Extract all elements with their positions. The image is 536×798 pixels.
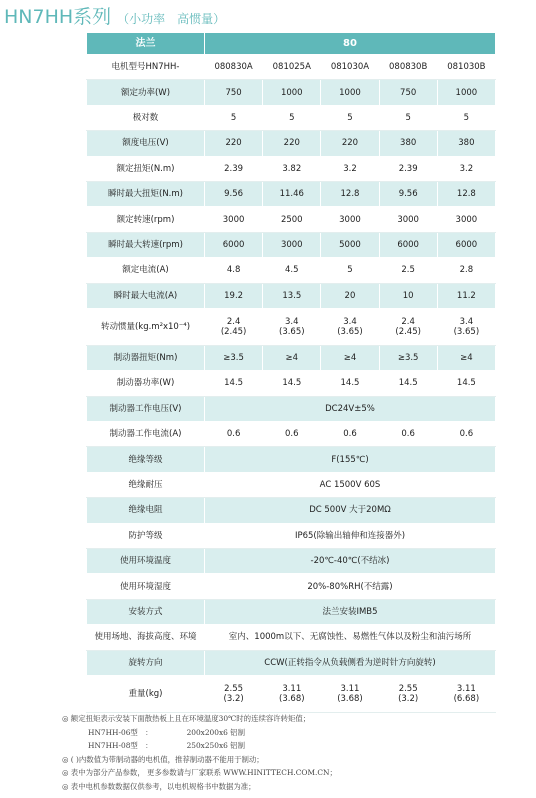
series-subtitle: （小功率 高惯量） (117, 12, 226, 26)
row-cell (321, 283, 379, 308)
row-label: 制动器工作电压(V) (87, 396, 205, 421)
row-merged-value: CCW(正转指令从负载侧看为逆时针方向旋转) (205, 650, 496, 675)
cell-value: 380 (458, 138, 475, 149)
row-cell (263, 156, 321, 181)
table-row (87, 422, 496, 447)
cell-value: 11.46 (279, 189, 304, 200)
row-cell (263, 207, 321, 232)
note-2: ◎ ( )内数值为带制动器的电机值，推荐制动器不能用于制动； (62, 754, 264, 764)
row-cell (321, 258, 379, 283)
header-value: 80 (205, 33, 496, 55)
cell-value: 14.5 (456, 378, 476, 389)
row-cell (205, 675, 263, 712)
cell-value: 3.11 (282, 683, 302, 694)
row-cell (437, 207, 495, 232)
row-cell (205, 345, 263, 370)
row-cell (379, 675, 437, 712)
footnotes (62, 712, 532, 793)
cell-value: 0.6 (459, 429, 474, 440)
row-cell (263, 80, 321, 105)
cell-value: 14.5 (282, 378, 302, 389)
row-cell (437, 283, 495, 308)
cell-value: 0.6 (401, 429, 415, 440)
row-label: 旋转方向 (87, 650, 205, 675)
cell-brake-value: (3.65) (453, 326, 480, 337)
row-cell (321, 308, 379, 345)
cell-value: 6000 (397, 239, 419, 250)
table-row (87, 308, 496, 345)
cell-value: 2.55 (224, 683, 244, 694)
row-cell (321, 105, 379, 130)
cell-value: 080830A (214, 62, 253, 73)
cell-value: 1000 (339, 87, 361, 98)
table-row (87, 549, 496, 574)
row-label: 电机型号HN7HH- (87, 55, 205, 80)
row-cell (379, 345, 437, 370)
table-row (87, 105, 496, 130)
cell-value: 5000 (339, 239, 361, 250)
cell-value: 3000 (280, 239, 303, 250)
row-label: 使用环境湿度 (87, 574, 205, 599)
row-cell (321, 131, 379, 156)
cell-value: 5 (347, 265, 353, 276)
note-1a-label: HN7HH-06型 ： (88, 727, 153, 737)
table-row (87, 396, 496, 421)
row-cell (379, 105, 437, 130)
row-cell (205, 131, 263, 156)
cell-value: 750 (400, 87, 417, 98)
cell-value: ≥4 (285, 353, 299, 364)
row-cell (437, 422, 495, 447)
row-label: 瞬时最大扭矩(N.m) (87, 181, 205, 206)
page-title (4, 2, 225, 26)
row-cell (437, 232, 495, 257)
row-label: 绝缘等级 (87, 447, 205, 472)
table-row (87, 574, 496, 599)
note-3: ◎ 表中为部分产品参数， 更多参数请与厂家联系 WWW.HINITTECH.COM.CN； (62, 768, 337, 777)
row-cell (205, 156, 263, 181)
cell-value: 380 (400, 138, 417, 149)
row-cell (263, 675, 321, 712)
row-cell (437, 131, 495, 156)
cell-value: 14.5 (398, 378, 418, 389)
row-cell (205, 80, 263, 105)
cell-value: 2.4 (226, 316, 241, 327)
row-label: 制动器工作电流(A) (87, 422, 205, 447)
cell-value: 3000 (339, 214, 361, 225)
cell-value: 3.11 (456, 683, 476, 694)
cell-value: 3.82 (282, 163, 302, 174)
row-cell (321, 675, 379, 712)
cell-brake-value: (2.45) (220, 326, 247, 337)
row-cell (437, 80, 495, 105)
row-label: 绝缘电阻 (87, 498, 205, 523)
cell-value: 3000 (455, 214, 478, 225)
cell-value: 2.5 (401, 265, 415, 276)
row-cell (263, 422, 321, 447)
cell-value: 5 (463, 112, 470, 123)
note-1b (62, 739, 532, 753)
table-row (87, 55, 496, 80)
row-cell (437, 181, 495, 206)
row-label: 防护等级 (87, 523, 205, 548)
row-label: 额定扭矩(N.m) (87, 156, 205, 181)
cell-value: 13.5 (282, 290, 302, 301)
row-label: 额定电流(A) (87, 258, 205, 283)
row-cell (379, 232, 437, 257)
row-label: 额度电压(V) (87, 131, 205, 156)
cell-value: 3.2 (459, 163, 474, 174)
row-cell (205, 105, 263, 130)
row-merged-value: DC24V±5% (205, 396, 496, 421)
cell-brake-value: (2.45) (395, 326, 421, 337)
cell-value: 0.6 (285, 429, 299, 440)
cell-value: 14.5 (224, 378, 244, 389)
cell-value: 14.5 (340, 378, 360, 389)
table-row (87, 283, 496, 308)
table-row (87, 181, 496, 206)
row-cell (379, 207, 437, 232)
row-cell (263, 308, 321, 345)
row-label: 制动器扭矩(Nm) (87, 345, 205, 370)
row-cell (379, 422, 437, 447)
cell-value: 081030A (330, 62, 370, 73)
cell-value: 20 (344, 290, 356, 301)
cell-value: 1000 (280, 87, 303, 98)
row-cell (379, 181, 437, 206)
table-row (87, 447, 496, 472)
cell-value: 6000 (222, 239, 245, 250)
row-label: 额定转速(rpm) (87, 207, 205, 232)
row-cell (263, 131, 321, 156)
cell-value: 0.6 (226, 429, 241, 440)
row-cell (205, 283, 263, 308)
header-label: 法兰 (87, 33, 205, 55)
row-cell (205, 181, 263, 206)
row-label: 制动器功率(W) (87, 371, 205, 396)
cell-value: 3.4 (343, 316, 357, 327)
row-cell (437, 105, 495, 130)
cell-brake-value: (3.68) (279, 693, 305, 704)
row-merged-value: 室内、1000m以下、无腐蚀性、易燃性气体以及粉尘和油污场所 (205, 625, 496, 650)
cell-value: 10 (402, 290, 414, 301)
cell-value: 3.2 (343, 163, 357, 174)
row-label: 重量(kg) (87, 675, 205, 712)
table-row (87, 599, 496, 624)
series-title: HN7HH系列 (4, 6, 112, 28)
row-label: 转动惯量(kg.m²x10⁻⁴) (87, 308, 205, 345)
cell-value: 2.55 (398, 683, 418, 694)
row-cell (437, 156, 495, 181)
cell-value: 220 (341, 138, 359, 149)
row-merged-value: AC 1500V 60S (205, 472, 496, 497)
row-merged-value: F(155℃) (205, 447, 496, 472)
cell-value: 2.8 (459, 265, 474, 276)
row-cell (263, 371, 321, 396)
cell-value: 2.4 (401, 316, 415, 327)
table-header-row (87, 33, 496, 55)
row-label: 瞬时最大电流(A) (87, 283, 205, 308)
row-label: 瞬时最大转速(rpm) (87, 232, 205, 257)
row-cell (379, 308, 437, 345)
row-cell (437, 371, 495, 396)
row-label: 额定功率(W) (87, 80, 205, 105)
row-cell (263, 181, 321, 206)
table-row (87, 472, 496, 497)
cell-value: 1000 (455, 87, 478, 98)
cell-value: 5 (405, 112, 411, 123)
cell-value: 3.4 (285, 316, 299, 327)
row-cell (379, 80, 437, 105)
row-cell (205, 55, 263, 80)
row-cell (321, 371, 379, 396)
row-cell (321, 232, 379, 257)
row-cell (437, 55, 495, 80)
row-cell (321, 345, 379, 370)
row-cell (437, 308, 495, 345)
row-cell (379, 156, 437, 181)
cell-brake-value: (3.2) (398, 693, 419, 704)
table-row (87, 498, 496, 523)
cell-value: 11.2 (456, 290, 476, 301)
note-4: ◎ 表中电机参数数据仅供参考，以电机规格书中数据为准； (62, 781, 256, 791)
cell-value: 3000 (397, 214, 419, 225)
cell-value: 2500 (280, 214, 303, 225)
row-cell (379, 55, 437, 80)
cell-value: 3.11 (340, 683, 360, 694)
row-cell (263, 283, 321, 308)
table-row (87, 207, 496, 232)
row-cell (321, 156, 379, 181)
table-row (87, 523, 496, 548)
row-cell (379, 371, 437, 396)
cell-value: 080830B (389, 62, 428, 73)
cell-value: 4.5 (285, 265, 299, 276)
table-row (87, 232, 496, 257)
cell-brake-value: (6.68) (453, 693, 480, 704)
cell-value: 5 (289, 112, 295, 123)
table-row (87, 156, 496, 181)
table-row (87, 345, 496, 370)
note-1a-value: 200x200x6 铝制 (186, 727, 245, 737)
cell-value: 220 (283, 138, 300, 149)
row-cell (321, 55, 379, 80)
row-cell (263, 105, 321, 130)
table-row (87, 650, 496, 675)
spec-table (86, 32, 496, 713)
row-cell (321, 80, 379, 105)
row-cell (205, 422, 263, 447)
cell-value: 750 (225, 87, 242, 98)
table-row (87, 258, 496, 283)
note-1b-label: HN7HH-08型 ： (88, 741, 153, 750)
cell-value: 0.6 (343, 429, 357, 440)
row-cell (437, 258, 495, 283)
row-cell (437, 345, 495, 370)
row-merged-value: 20%-80%RH(不结露) (205, 574, 496, 599)
cell-value: ≥3.5 (223, 353, 244, 364)
row-cell (437, 675, 495, 712)
row-label: 绝缘耐压 (87, 472, 205, 497)
row-cell (205, 308, 263, 345)
cell-value: 2.39 (224, 163, 244, 174)
row-merged-value: DC 500V 大于20MΩ (205, 498, 496, 523)
cell-brake-value: (3.65) (337, 326, 363, 337)
table-row (87, 371, 496, 396)
cell-value: 6000 (455, 239, 478, 250)
row-cell (321, 181, 379, 206)
cell-value: 5 (347, 112, 353, 123)
note-1b-value: 250x250x6 铝制 (186, 741, 245, 750)
row-cell (205, 207, 263, 232)
cell-value: 12.8 (456, 189, 476, 200)
cell-value: 3000 (222, 214, 245, 225)
row-label: 使用环境温度 (87, 549, 205, 574)
cell-value: ≥4 (460, 353, 473, 364)
cell-value: 19.2 (224, 290, 244, 301)
row-cell (263, 55, 321, 80)
row-cell (205, 232, 263, 257)
row-cell (321, 422, 379, 447)
row-cell (263, 258, 321, 283)
row-label: 使用场地、海拔高度、环境 (87, 625, 205, 650)
table-row (87, 625, 496, 650)
cell-brake-value: (3.65) (279, 326, 305, 337)
cell-value: 2.39 (398, 163, 418, 174)
cell-value: 9.56 (224, 189, 244, 200)
cell-value: ≥3.5 (397, 353, 419, 364)
cell-value: ≥4 (343, 353, 357, 364)
row-cell (321, 207, 379, 232)
row-cell (263, 345, 321, 370)
row-cell (205, 371, 263, 396)
cell-value: 220 (225, 138, 242, 149)
cell-brake-value: (3.2) (223, 693, 244, 704)
row-merged-value: -20℃-40℃(不结冰) (205, 549, 496, 574)
cell-value: 081025A (272, 62, 311, 73)
row-merged-value: IP65(除输出轴伸和连接器外) (205, 523, 496, 548)
row-cell (379, 283, 437, 308)
note-1a (62, 726, 532, 740)
cell-value: 3.4 (459, 316, 474, 327)
row-cell (379, 131, 437, 156)
table-row (87, 80, 496, 105)
cell-value: 5 (230, 112, 237, 123)
cell-value: 12.8 (340, 189, 360, 200)
row-cell (205, 258, 263, 283)
row-cell (263, 232, 321, 257)
table-row (87, 675, 496, 712)
cell-brake-value: (3.68) (337, 693, 363, 704)
cell-value: 081030B (447, 62, 486, 73)
row-merged-value: 法兰安装IMB5 (205, 599, 496, 624)
row-cell (379, 258, 437, 283)
cell-value: 9.56 (398, 189, 418, 200)
table-row (87, 131, 496, 156)
row-label: 安装方式 (87, 599, 205, 624)
note-1: ◎ 额定扭矩表示安装下面散热板上且在环境温度30℃时的连续容许转矩值； (62, 714, 311, 723)
row-label: 极对数 (87, 105, 205, 130)
cell-value: 4.8 (226, 265, 241, 276)
